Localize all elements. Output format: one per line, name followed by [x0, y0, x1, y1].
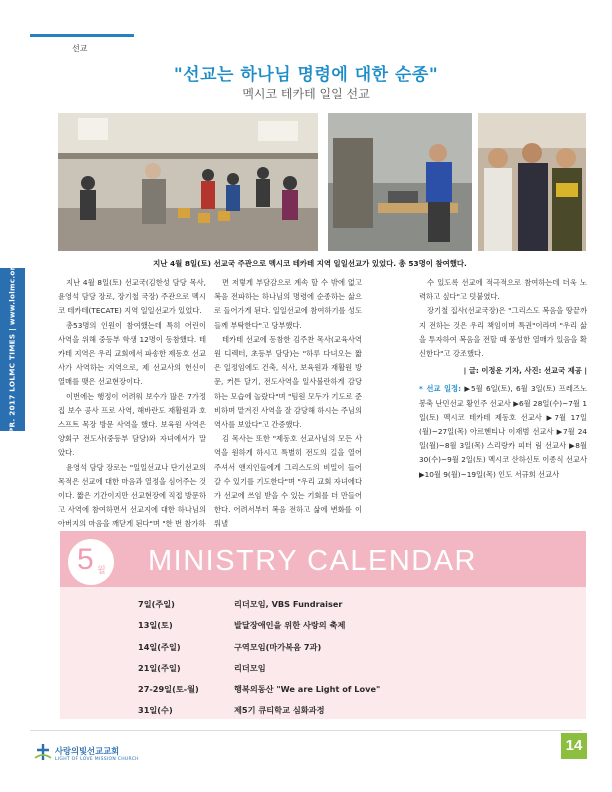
- sidebar-text: APR. 2017 LOLMC TIMES | www.lolmc.org: [7, 261, 17, 439]
- calendar-event: 발달장애인을 위한 사랑의 축제: [234, 620, 346, 631]
- calendar-event: 리더모임: [234, 662, 266, 673]
- photo-construction: [328, 113, 472, 251]
- photo-three-men: [478, 113, 586, 251]
- article-column-3: [419, 276, 587, 482]
- mission-schedule: [419, 382, 587, 481]
- section-bar: [30, 34, 134, 37]
- calendar-event: 구역모임(마가복음 7과): [234, 641, 322, 652]
- calendar-date: 13일(토): [138, 620, 173, 631]
- calendar-header: [60, 531, 586, 587]
- schedule-label: * 선교 일정:: [419, 384, 462, 394]
- photo-group-meeting: [58, 113, 318, 251]
- article-paragraph: 면 저렇게 부담감으로 계속 할 수 밖에 없고 복음 전파하는 하나님의 명령에 순종하는 삶으로 들어가게 된다. 일일선교에 참여하기를 성도들께 부탁한다"고 당부했다.: [214, 278, 362, 330]
- article-paragraph: 지난 4월 8일(토) 선교국(김한성 담당 목사, 윤영석 담당 장로, 장기철 국장) 주관으로 멕시코 테카테(TECATE) 지역 일일선교가 있었다.: [58, 278, 206, 316]
- church-name: 사랑의빛선교교회: [55, 746, 120, 756]
- article-column-2: [214, 276, 362, 532]
- article-paragraph: 테카테 선교에 동참한 김주찬 목사(교육사역원 디렉터, 초등부 담당)는 "하루 다녀오는 짧은 일정임에도 건축, 식사, 보육원과 재활원 방문, 커튼 달기, 전도사역을 일사불란하게 감당하는 모습에 놀랐다"며 "팀원 모두가 기도로 준비하며 맡겨진 사역을 잘 감당해 하시는 주님의 역사를 보았다"고 간증했다.: [214, 334, 362, 430]
- headline: "선교는 하나님 명령에 대한 순종": [173, 65, 439, 85]
- footer-divider: [30, 730, 582, 731]
- calendar-date: 14일(주일): [138, 641, 181, 652]
- article-paragraph: 윤영석 담당 장로는 "일일선교나 단기선교의 목적은 선교에 대한 마음과 열정을 심어주는 것이다. 짧은 기간이지만 선교현장에 직접 방문하고 사역에 참여하면서 선교지에 대한 하나님의 아버지의 마음을 깨닫게 된다"며 "한 번 참가하: [58, 462, 206, 529]
- calendar-date: 27-29일(토-월): [138, 684, 199, 695]
- article-paragraph: 장기철 집사(선교국장)은 "그리스도 복음을 땅끝까지 전하는 것은 우리 책임이며 특권"이라며 "우리 삶을 투자하여 복음을 전할 때 풍성한 열매가 있음을 확신한다"고 강조했다.: [419, 306, 587, 359]
- page-number: 14: [561, 733, 587, 759]
- article-column-1: [58, 276, 206, 532]
- article-credit: | 글: 이정운 기자, 사진: 선교국 제공 |: [463, 366, 587, 376]
- calendar-date: 21일(주일): [138, 662, 181, 673]
- article-paragraph: 총53명의 인원이 참여했는데 특히 어린이 사역을 위해 중등부 학생 12명이 동참했다. 테카테 지역은 우리 교회에서 파송한 제동호 선교사가 사역하는 지역으로, 제 선교사의 헌신이 열매를 맺은 선교현장이다.: [58, 320, 206, 387]
- section-label: 선교: [72, 44, 88, 53]
- sidebar-tab: [0, 261, 25, 439]
- article-paragraph: 김 목사는 또한 "제동호 선교사님의 모든 사역을 원하게 하시고 특별히 전도의 길을 열어 주셔서 앤지인들에게 그리스도의 비밀이 들어갈 수 있기를 기도한다"며 "우리 교회 자녀에다가 선교에 쓰임 받을 수 있는 기회를 더 만들어 한다. 어려서부터 복음 전하고 삶에 변화를 이뤄낼: [214, 434, 362, 529]
- calendar-date: 31일(수): [138, 705, 173, 716]
- calendar-event: 리더모임, VBS Fundraiser: [234, 599, 343, 609]
- church-name-english: LIGHT OF LOVE MISSION CHURCH: [55, 757, 139, 762]
- calendar-event: 제5기 큐티학교 심화과정: [234, 705, 325, 716]
- church-logo-icon: [33, 742, 53, 766]
- article-paragraph: 이번에는 행정이 어려워 보수가 많은 7가정 집 보수 공사 프로 사역, 해바란도 재활원과 호스프트 목장 방문 사역을 했다. 보육원 사역은 양회구 전도사(중등부 담당)와 자녀에서가 말았다.: [58, 391, 206, 458]
- schedule-text: ▶5월 6일(토), 6월 3일(토) 프레즈노 봉축 난민선교 황인주 선교사 ▶6월 28일(수)~7월 1일(토) 멕시코 테카테 제동호 선교사 ▶7월 17일(월)~27일(목) 아르헨티나 이재범 선교사 ▶7월 24일(월)~8월 3일(목) 스리랑카 피터 림 선교사 ▶8월 30(수)~9월 2일(토) 멕시코 산하신토 이종식 선교사 ▶10월 9(월)~19일(목) 인도 서규희 선교사: [419, 384, 587, 479]
- month-suffix: 월: [97, 566, 106, 576]
- month-number: 5: [77, 543, 94, 576]
- article-paragraph: 수 있도록 선교에 적극적으로 참여하는데 더욱 노력하고 싶다"고 덧붙였다.: [419, 278, 587, 302]
- photo-caption: 지난 4월 8일(토) 선교국 주관으로 멕시코 테카테 지역 일일선교가 있었다. 총 53명이 참여했다.: [153, 259, 467, 268]
- calendar-date: 7일(주일): [138, 599, 175, 609]
- calendar-event: 행복의동산 "We are Light of Love": [234, 684, 381, 695]
- ministry-calendar: [60, 531, 586, 719]
- calendar-title: MINISTRY CALENDAR: [148, 545, 477, 577]
- subheadline: 멕시코 테카테 일일 선교: [242, 87, 370, 101]
